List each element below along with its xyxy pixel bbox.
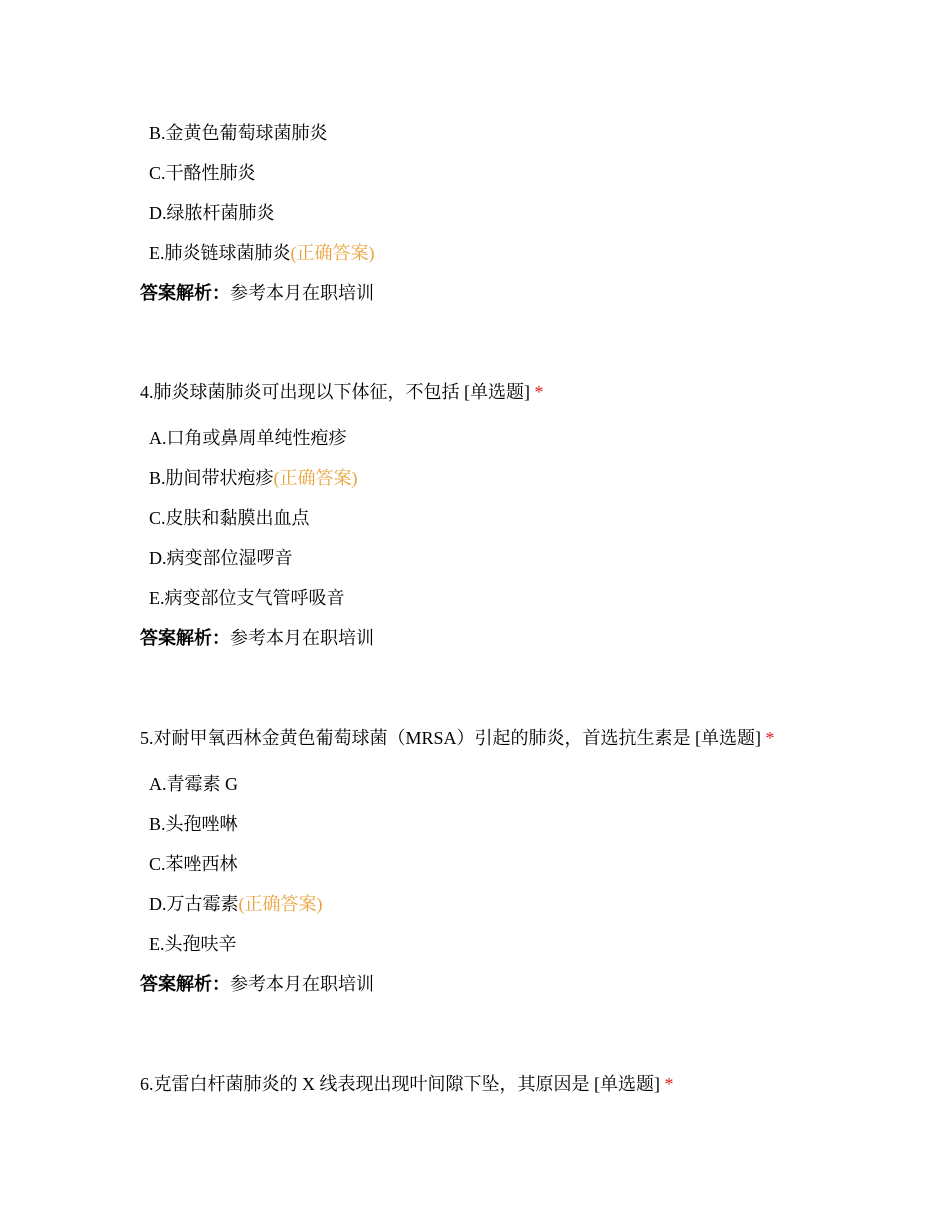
q5-explanation (140, 972, 374, 996)
correct-answer-tag: (正确答案) (238, 894, 323, 914)
correct-answer-tag: (正确答案) (290, 243, 375, 263)
explanation-text: 参考本月在职培训 (230, 283, 374, 303)
option-text: D.万古霉素 (149, 894, 239, 914)
option-text: E.头孢呋辛 (149, 934, 237, 954)
option-text: E.病变部位支气管呼吸音 (149, 588, 345, 608)
option-text: B.头孢唑啉 (149, 814, 238, 834)
option-text: C.苯唑西林 (149, 854, 238, 874)
required-mark: * (664, 1074, 674, 1094)
q3-option-d (149, 201, 275, 225)
required-mark: * (765, 728, 775, 748)
q4-option-a (149, 426, 347, 450)
explanation-label: 答案解析： (140, 628, 230, 648)
explanation-label: 答案解析： (140, 283, 230, 303)
question-text: 4.肺炎球菌肺炎可出现以下体征，不包括 [单选题] (140, 382, 530, 402)
option-text: E.肺炎链球菌肺炎 (149, 243, 291, 263)
q4-option-b (149, 466, 358, 490)
q5-option-b (149, 812, 238, 836)
option-text: C.皮肤和黏膜出血点 (149, 508, 310, 528)
option-text: A.口角或鼻周单纯性疱疹 (149, 428, 347, 448)
q6-question (140, 1072, 674, 1096)
option-text: D.绿脓杆菌肺炎 (149, 203, 275, 223)
q3-option-e (149, 241, 375, 265)
q4-option-c (149, 506, 310, 530)
option-text: A.青霉素 G (149, 774, 238, 794)
option-text: B.金黄色葡萄球菌肺炎 (149, 123, 328, 143)
q4-option-e (149, 586, 345, 610)
q3-option-b (149, 121, 328, 145)
question-text: 6.克雷白杆菌肺炎的 X 线表现出现叶间隙下坠，其原因是 [单选题] (140, 1074, 660, 1094)
q5-option-a (149, 772, 238, 796)
q5-option-d (149, 892, 323, 916)
q4-option-d (149, 546, 293, 570)
option-text: C.干酪性肺炎 (149, 163, 256, 183)
explanation-text: 参考本月在职培训 (230, 628, 374, 648)
explanation-text: 参考本月在职培训 (230, 974, 374, 994)
q3-option-c (149, 161, 256, 185)
q4-explanation (140, 626, 374, 650)
question-text: 5.对耐甲氧西林金黄色葡萄球菌（MRSA）引起的肺炎，首选抗生素是 [单选题] (140, 728, 762, 748)
q5-option-e (149, 932, 237, 956)
option-text: D.病变部位湿啰音 (149, 548, 293, 568)
q5-question (140, 726, 775, 750)
option-text: B.肋间带状疱疹 (149, 468, 274, 488)
correct-answer-tag: (正确答案) (273, 468, 358, 488)
required-mark: * (534, 382, 544, 402)
q4-question (140, 380, 544, 404)
q3-explanation (140, 281, 374, 305)
explanation-label: 答案解析： (140, 974, 230, 994)
q5-option-c (149, 852, 238, 876)
